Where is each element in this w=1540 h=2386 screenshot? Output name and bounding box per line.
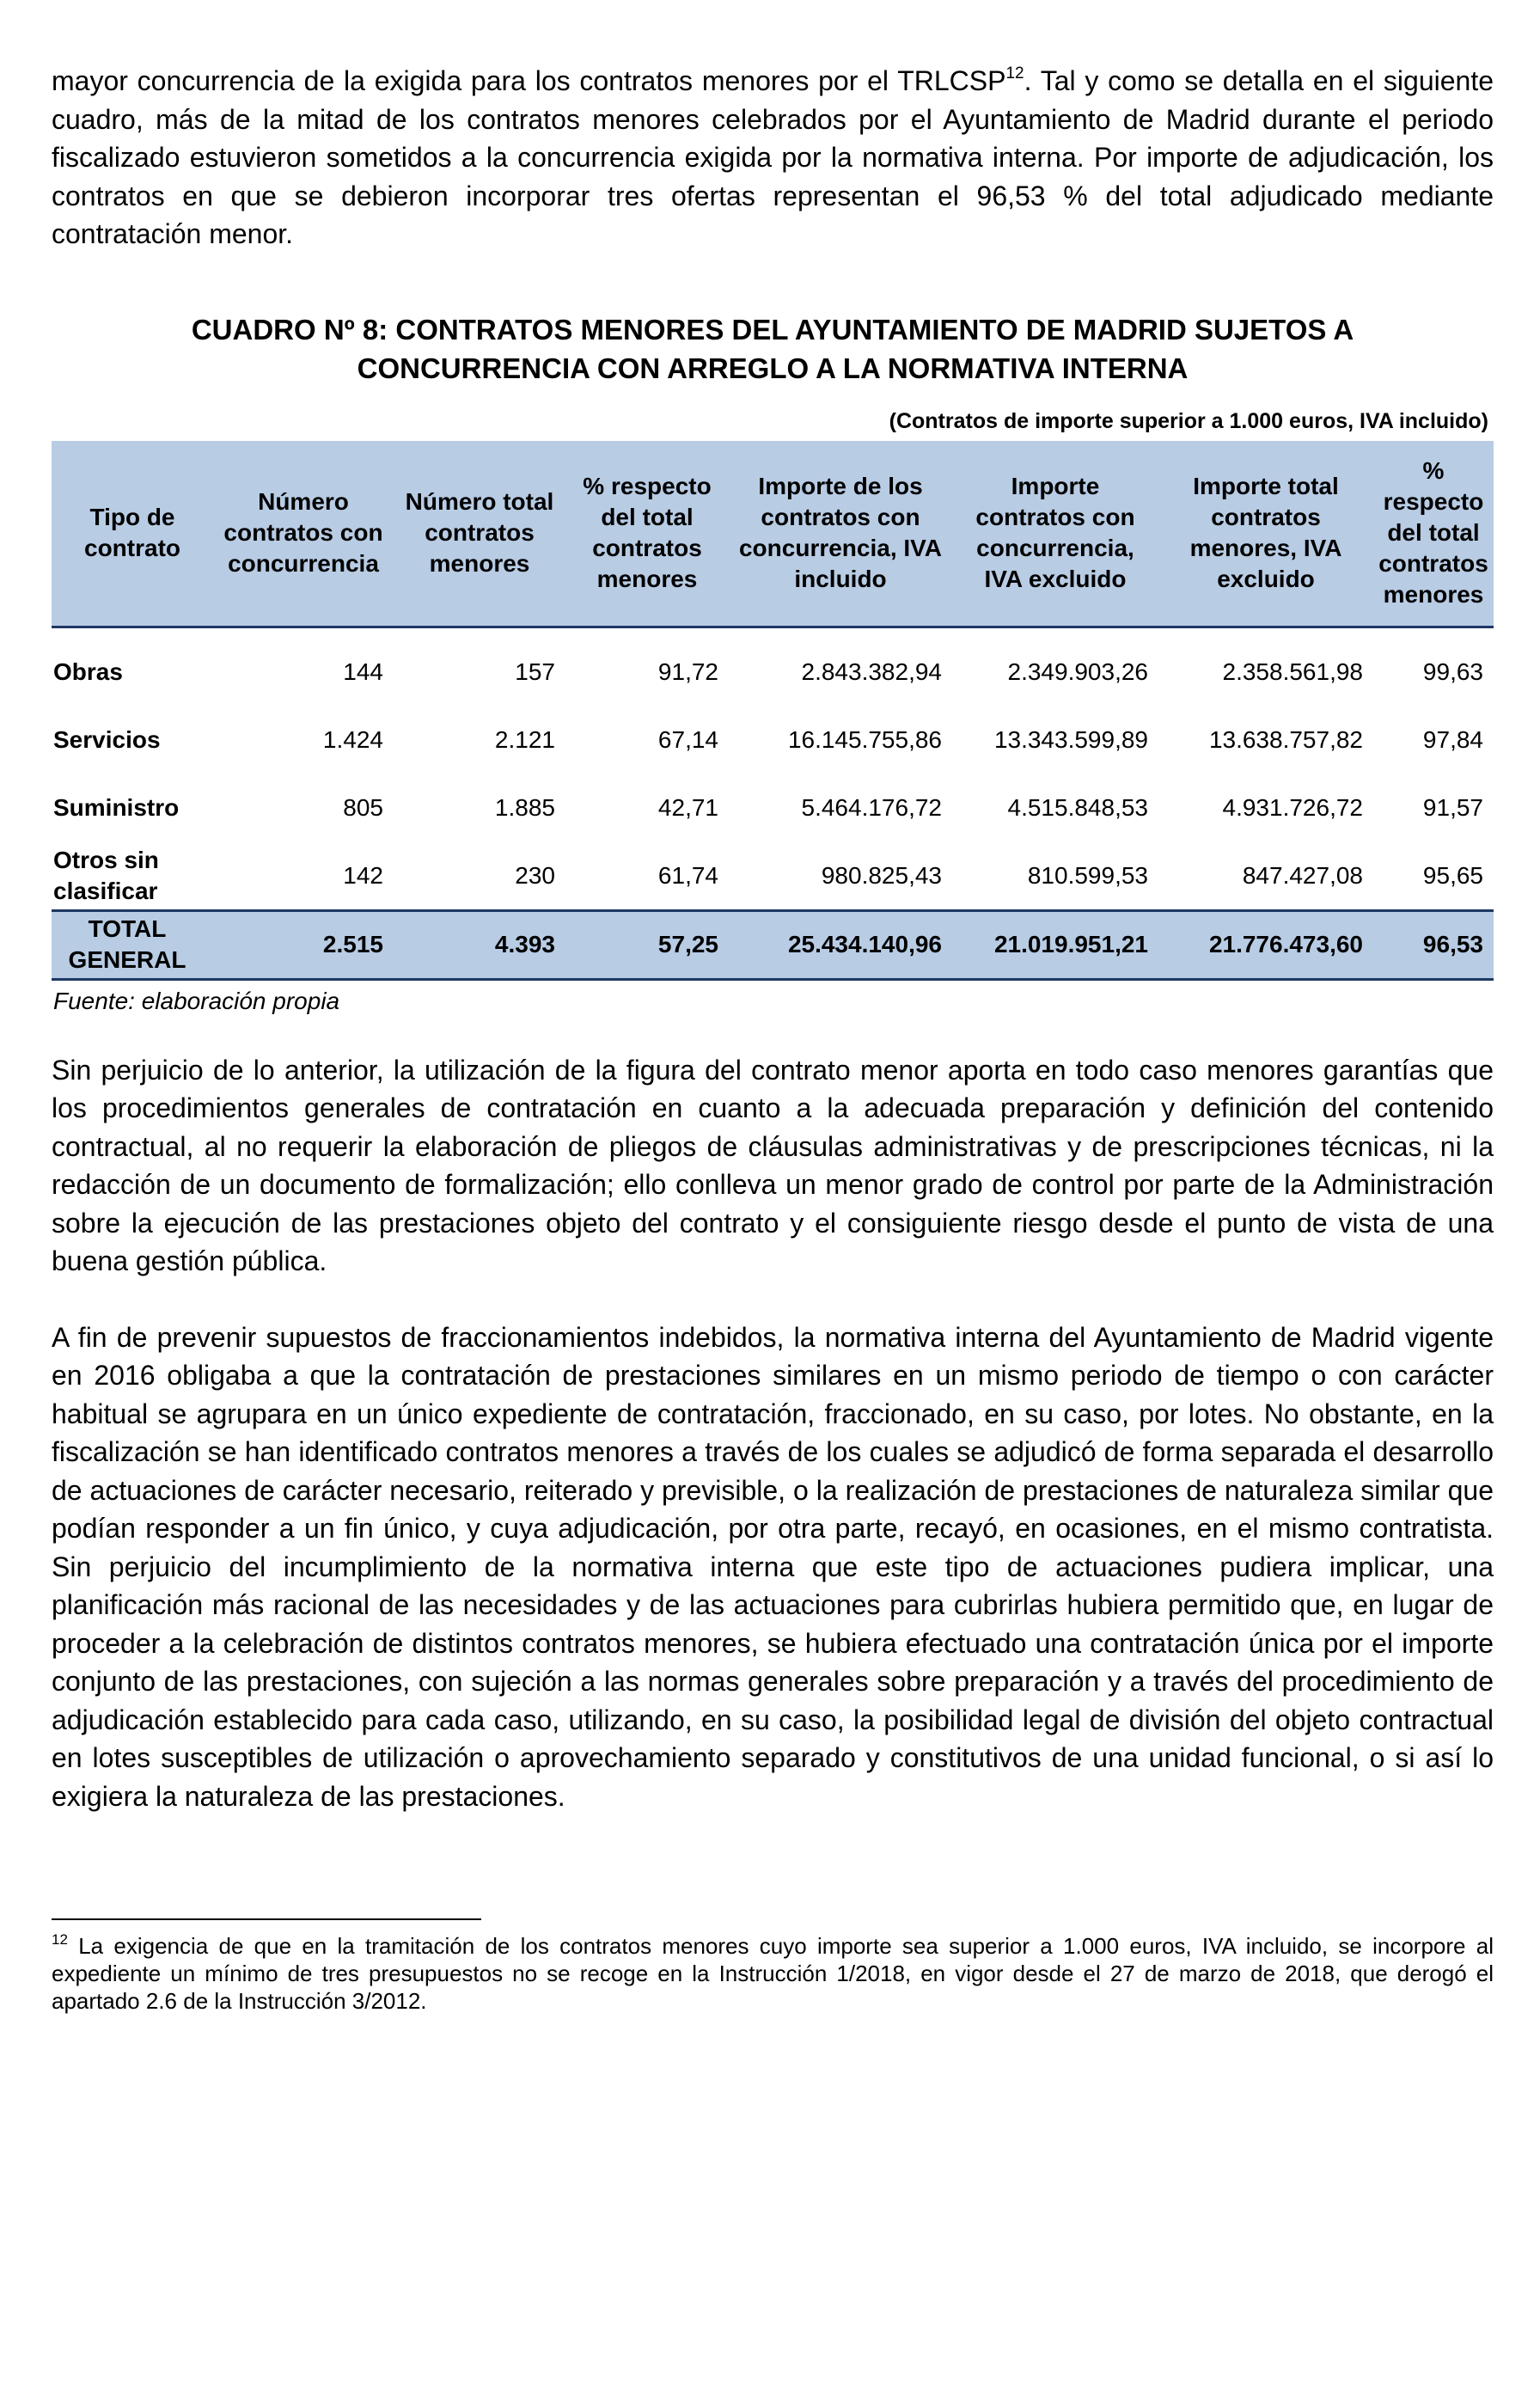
footnote-number: 12 — [52, 1931, 68, 1948]
total-cell: 2.515 — [213, 910, 394, 979]
header-importe-iva-incluido: Importe de los contratos con concurrencia, IVA incluido — [729, 441, 952, 627]
total-label: TOTAL GENERAL — [52, 910, 213, 979]
intro-text-end: . Tal y como se detalla en el siguiente cuadro, más de la mitad de los contratos menores celebrados por el Ayuntamiento de Madrid durante el periodo fiscalizado estuvieron sometidos a la concurrencia exigida por la normativa interna. Por importe de adjudicación, los contratos en que se debieron incorporar tres ofertas representan el 96,53 % del total adjudicado mediante contratación menor. — [52, 65, 1494, 249]
document-page — [52, 62, 1494, 2015]
cell: 4.515.848,53 — [1007, 794, 1148, 821]
cell: 2.349.903,26 — [1007, 658, 1148, 685]
cell: 16.145.755,86 — [787, 726, 942, 753]
body-paragraph-2: A fin de prevenir supuestos de fraccionamientos indebidos, la normativa interna del Ayuntamiento de Madrid vigente en 2016 obligaba a que la contratación de prestaciones similares en un mismo periodo de tiempo o con carácter habitual se agrupara en un único expediente de contratación, fraccionado, en su caso, por lotes. No obstante, en la fiscalización se han identificado contratos menores a través de los cuales se adjudicó de forma separada el desarrollo de actuaciones de carácter necesario, reiterado y previsible, o la realización de prestaciones de naturaleza similar que podían responder a un fin único, y cuya adjudicación, por otra parte, recayó, en ocasiones, en el mismo contratista. Sin perjuicio del incumplimiento de la normativa interna que este tipo de actuaciones pudiera implicar, una planificación más racional de las necesidades y de las actuaciones para cubrirlas hubiera permitido que, en lugar de proceder a la celebración de distintos contratos menores, se hubiera efectuado una contratación única por el importe conjunto de las prestaciones, con sujeción a las normas generales sobre preparación y a través del procedimiento de adjudicación establecido para cada caso, utilizando, en su caso, la posibilidad legal de división del objeto contractual en lotes susceptibles de utilización o aprovechamiento separado y constitutivos de una unidad funcional, o si así lo exigiera la naturaleza de las prestaciones. — [52, 1321, 1494, 1812]
footnote-text: La exigencia de que en la tramitación de los contratos menores cuyo importe sea superior a 1.000 euros, IVA incluido, se incorpore al expediente un mínimo de tres presupuestos no se recoge en la Instrucción 1/2018, en vigor desde el 27 de marzo de 2018, que derogó el apartado 2.6 de la Instrucción 3/2012. — [52, 1933, 1494, 2014]
cell: 2.843.382,94 — [801, 658, 942, 685]
table-note: (Contratos de importe superior a 1.000 euros, IVA incluido) — [889, 408, 1488, 433]
header-porcentaje-numero: % respecto del total contratos menores — [565, 441, 729, 627]
cell: 2.121 — [494, 726, 555, 753]
contracts-table — [52, 441, 1494, 981]
row-label: Servicios — [53, 726, 161, 753]
total-cell: 57,25 — [565, 910, 729, 979]
table-source: Fuente: elaboración propia — [53, 987, 340, 1014]
header-numero-concurrencia: Número contratos con concurrencia — [213, 441, 394, 627]
cell: 230 — [515, 861, 555, 889]
table-row — [52, 639, 1494, 707]
footnote — [52, 1932, 1494, 2015]
cell: 810.599,53 — [1027, 861, 1148, 889]
cell: 2.358.561,98 — [1222, 658, 1363, 685]
total-cell: 4.393 — [394, 910, 565, 979]
footnote-reference[interactable]: 12 — [1005, 64, 1024, 83]
table-title-line-2: CONCURRENCIA CON ARREGLO A LA NORMATIVA INTERNA — [357, 352, 1189, 384]
cell: 1.424 — [322, 726, 383, 753]
table-row — [52, 774, 1494, 842]
table-title — [52, 310, 1494, 388]
total-cell: 96,53 — [1373, 910, 1494, 979]
cell: 4.931.726,72 — [1222, 794, 1363, 821]
cell: 67,14 — [657, 726, 718, 753]
row-label: Obras — [53, 658, 123, 685]
cell: 97,84 — [1422, 726, 1483, 753]
cell: 1.885 — [494, 794, 555, 821]
cell: 980.825,43 — [821, 861, 942, 889]
cell: 91,72 — [657, 658, 718, 685]
cell: 142 — [343, 861, 383, 889]
total-cell: 25.434.140,96 — [729, 910, 952, 979]
cell: 5.464.176,72 — [801, 794, 942, 821]
cell: 95,65 — [1422, 861, 1483, 889]
total-cell: 21.019.951,21 — [952, 910, 1158, 979]
row-label: Otros sin clasificar — [53, 846, 159, 904]
table-title-line-1: CUADRO Nº 8: CONTRATOS MENORES DEL AYUNTAMIENTO DE MADRID SUJETOS A — [191, 313, 1354, 346]
cell: 99,63 — [1422, 658, 1483, 685]
table-row — [52, 707, 1494, 774]
body-paragraph-1: Sin perjuicio de lo anterior, la utilización de la figura del contrato menor aporta en todo caso menores garantías que los procedimientos generales de contratación en cuanto a la adecuada preparación y definición del contenido contractual, al no requerir la elaboración de pliegos de cláusulas administrativas y de prescripciones técnicas, ni la redacción de un documento de formalización; ello conlleva un menor grado de control por parte de la Administración sobre la ejecución de las prestaciones objeto del contrato y el consiguiente riesgo desde el punto de vista de una buena gestión pública. — [52, 1054, 1494, 1276]
intro-paragraph — [52, 62, 1494, 254]
cell: 13.343.599,89 — [993, 726, 1148, 753]
header-importe-total: Importe total contratos menores, IVA excluido — [1158, 441, 1373, 627]
cell: 144 — [343, 658, 383, 685]
header-numero-total: Número total contratos menores — [394, 441, 565, 627]
total-cell: 21.776.473,60 — [1158, 910, 1373, 979]
cell: 805 — [343, 794, 383, 821]
table-total-row — [52, 910, 1494, 979]
header-porcentaje-importe: % respecto del total contratos menores — [1373, 441, 1494, 627]
cell: 847.427,08 — [1242, 861, 1363, 889]
intro-text-start: mayor concurrencia de la exigida para los contratos menores por el TRLCSP — [52, 65, 1006, 96]
cell: 61,74 — [657, 861, 718, 889]
row-label: Suministro — [53, 794, 180, 821]
cell: 42,71 — [657, 794, 718, 821]
cell: 13.638.757,82 — [1208, 726, 1363, 753]
header-importe-iva-excluido: Importe contratos con concurrencia, IVA excluido — [952, 441, 1158, 627]
cell: 91,57 — [1422, 794, 1483, 821]
header-tipo-contrato: Tipo de contrato — [52, 441, 213, 627]
table-row — [52, 842, 1494, 911]
table-header-row — [52, 441, 1494, 627]
cell: 157 — [515, 658, 555, 685]
